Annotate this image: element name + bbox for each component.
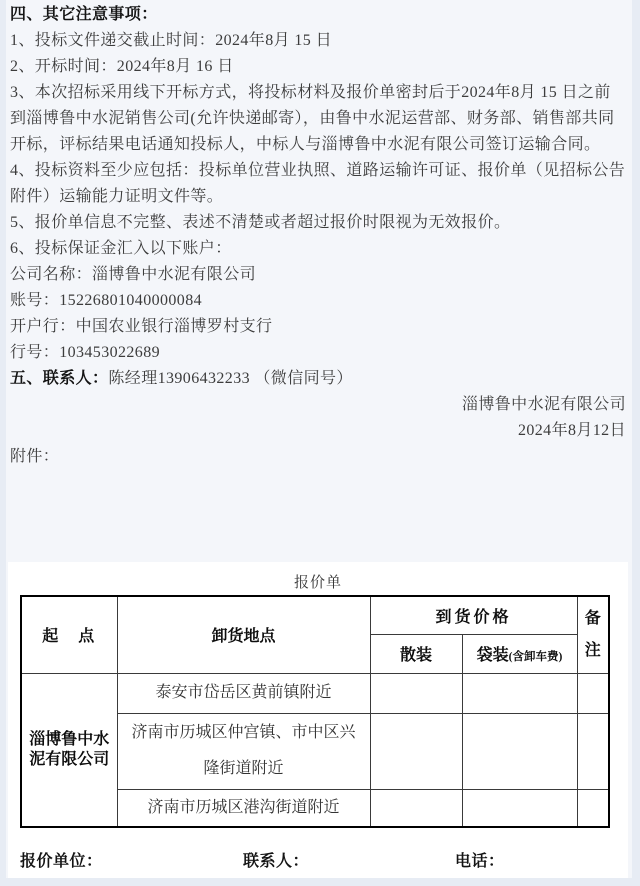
destination-cell-row2: 济南市历城区仲宫镇、市中区兴隆街道附近	[117, 713, 370, 789]
section5-contact-line	[10, 366, 626, 392]
col-header-origin: 起 点	[21, 596, 117, 673]
notice-item-1: 1、投标文件递交截止时间：2024年8月 15 日	[10, 32, 333, 49]
origin-value-cell: 淄博鲁中水泥有限公司	[21, 673, 117, 827]
destination-cell-row1: 泰安市岱岳区黄前镇附近	[117, 673, 370, 713]
notice-item-2: 2、开标时间：2024年8月 16 日	[10, 58, 234, 75]
footer-phone-label: 电话：	[455, 853, 505, 870]
notice-text-block	[10, 2, 626, 470]
bulk-price-cell-row2	[370, 713, 462, 789]
account-bank: 开户行：中国农业银行淄博罗村支行	[10, 318, 273, 335]
bagged-note: (含卸车费)	[508, 651, 563, 663]
document-body	[6, 0, 632, 878]
signature-company: 淄博鲁中水泥有限公司	[461, 396, 626, 413]
notice-item-3: 3、本次招标采用线下开标方式，将投标材料及报价单密封后于2024年8月 15 日之前到淄博鲁中水泥销售公司(允许快递邮寄），由鲁中水泥运营部、财务部、销售部共同开标，评标结果电话通知投标人，中标人与淄博鲁中水泥有限公司签订运输合同。	[10, 84, 615, 153]
footer-quote-unit-label: 报价单位：	[20, 853, 103, 870]
col-header-remark	[577, 596, 609, 673]
remark-char-top: 备	[584, 609, 601, 627]
bagged-label: 袋装	[476, 647, 509, 664]
account-number: 账号：15226801040000084	[10, 292, 202, 309]
remark-char-bottom: 注	[584, 641, 601, 659]
notice-item-5: 5、报价单信息不完整、表述不清楚或者超过报价时限视为无效报价。	[10, 214, 511, 231]
account-bank-code: 行号：103453022689	[10, 344, 160, 361]
remark-cell-row2	[577, 713, 609, 789]
bagged-price-cell-row3	[462, 789, 577, 827]
bulk-price-cell-row3	[370, 789, 462, 827]
quote-sheet-title: 报价单	[293, 575, 342, 591]
col-header-bulk: 散装	[370, 634, 462, 673]
section4-heading: 四、其它注意事项：	[10, 6, 158, 23]
col-header-arrival-price: 到货价格	[370, 596, 577, 634]
col-header-bagged	[462, 634, 577, 673]
footer-contact-label: 联系人：	[243, 853, 310, 870]
remark-cell-row1	[577, 673, 609, 713]
section5-value: 陈经理13906432233 （微信同号）	[108, 370, 353, 387]
signature-date: 2024年8月12日	[517, 422, 626, 439]
notice-item-4: 4、投标资料至少应包括：投标单位营业执照、道路运输许可证、报价单（见招标公告附件）运输能力证明文件等。	[10, 162, 626, 205]
quote-table	[20, 595, 610, 828]
col-header-destination: 卸货地点	[117, 596, 370, 673]
account-company: 公司名称：淄博鲁中水泥有限公司	[10, 266, 257, 283]
bulk-price-cell-row1	[370, 673, 462, 713]
section5-label: 五、联系人：	[10, 370, 109, 387]
notice-item-6: 6、投标保证金汇入以下账户：	[10, 240, 232, 257]
bagged-price-cell-row2	[462, 713, 577, 789]
remark-cell-row3	[577, 789, 609, 827]
attachment-panel	[8, 562, 628, 878]
bagged-price-cell-row1	[462, 673, 577, 713]
attachment-label: 附件：	[10, 448, 60, 465]
destination-cell-row3: 济南市历城区港沟街道附近	[117, 789, 370, 827]
